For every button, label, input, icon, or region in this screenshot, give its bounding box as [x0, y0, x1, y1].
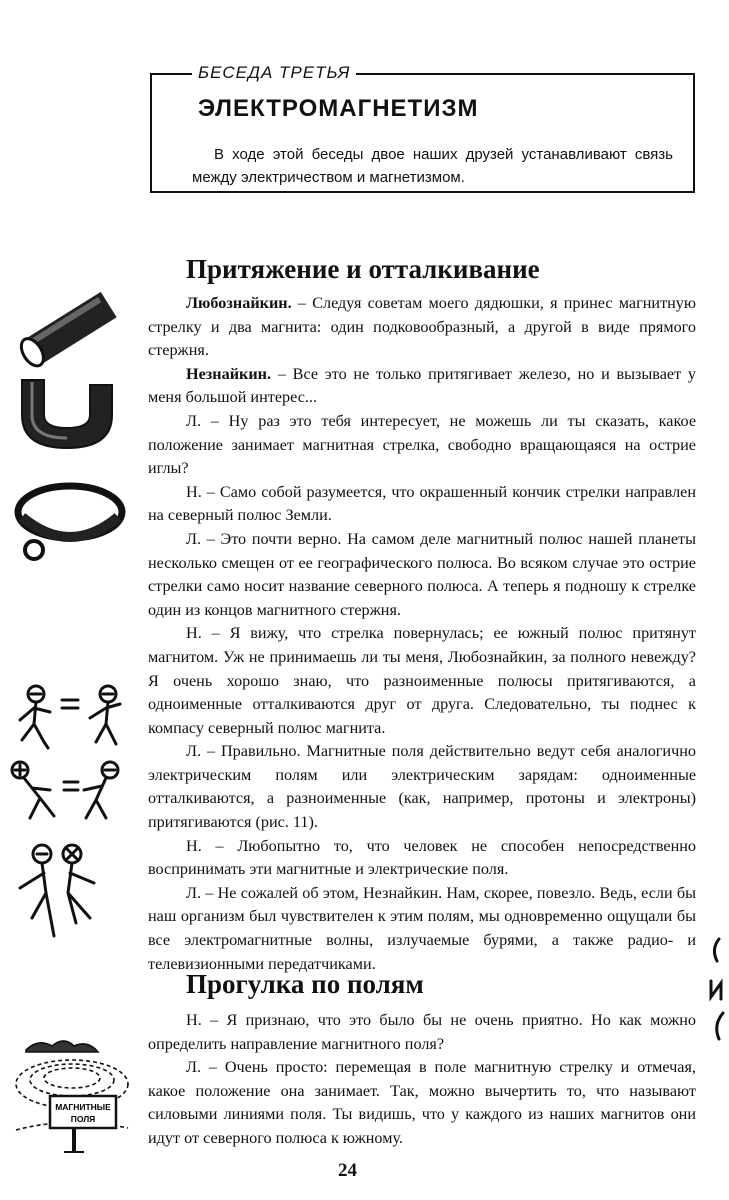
edge-fragment-illustration: [705, 935, 729, 1045]
chapter-summary: В ходе этой беседы двое наших друзей устанавливают связь между электричеством и магнетизмом.: [192, 146, 673, 186]
paragraph-text: Л. – Это почти верно. На самом деле магнитный полюс нашей планеты несколько смещен от ее географического полюса. Во всяком случае это острие стрелки само носит название северного полюса. А теперь я подношу к стрелке один из концов магнитного стержня.: [148, 529, 696, 619]
paragraph: [148, 363, 696, 410]
conversation-label: БЕСЕДА ТРЕТЬЯ: [192, 63, 356, 83]
magnetic-fields-sign-illustration: [8, 1030, 136, 1160]
paragraph-text: Л. – Ну раз это тебя интересует, не можешь ли ты сказать, какое положение занимает магнитная стрелка, свободно вращающаяся на острие иглы?: [148, 411, 696, 478]
paragraph: [148, 740, 696, 834]
paragraph-text: Н. – Я признаю, что это было бы не очень приятно. Но как можно определить направление магнитного поля?: [148, 1011, 696, 1053]
paragraph: [148, 1056, 696, 1150]
paragraph-text: Н. – Само собой разумеется, что окрашенный кончик стрелки направлен на северный полюс Земли.: [148, 482, 696, 525]
section-title-walk: Прогулка по полям: [186, 969, 424, 999]
paragraph: [148, 292, 696, 363]
speaker-name: Незнайкин.: [186, 364, 272, 383]
section-body-attraction: [148, 292, 696, 976]
horseshoe-magnet-icon: [12, 370, 127, 455]
paragraph-text: Н. – Я вижу, что стрелка повернулась; ее южный полюс притянут магнитом. Уж не принимаешь ли ты меня, Любознайкин, за полного невежду? Я очень хорошо знаю, что разноименные полюсы притягиваются, а одноименные отталкиваются друг от друга. Следовательно, ты поднес к компасу северный полюс магнита.: [148, 624, 696, 737]
header-box: [150, 63, 695, 193]
chapter-title: ЭЛЕКТРОМАГНЕТИЗМ: [198, 95, 479, 122]
paragraph: [148, 1009, 696, 1056]
section-title-attraction: Притяжение и отталкивание: [186, 254, 540, 284]
paragraph: [148, 882, 696, 976]
sign-text-line1: МАГНИТНЫЕ: [55, 1102, 111, 1112]
compass-icon: [12, 472, 127, 567]
sign-text-line2: ПОЛЯ: [70, 1114, 96, 1124]
paragraph-text: – Все это не только притягивает железо, но и вызывает у меня большой интерес...: [148, 364, 696, 407]
paragraph: [148, 835, 696, 882]
paragraph: [148, 622, 696, 740]
paragraph: [148, 481, 696, 528]
bar-magnet-icon: [8, 290, 128, 370]
paragraph-text: Л. – Правильно. Магнитные поля действительно ведут себя аналогично электрическим полям или электрическим зарядам: одноименные отталкиваются, а разноименные (как, например, протоны и электроны) притягиваются (рис. 11).: [148, 742, 696, 832]
paragraph-text: Н. – Любопытно то, что человек не способен непосредственно воспринимать эти магнитные и электрические поля.: [148, 836, 696, 879]
paragraph: [148, 410, 696, 481]
page-number: 24: [338, 1160, 357, 1181]
paragraph-text: Л. – Очень просто: перемещая в поле магнитную стрелку и отмечая, какое положение она занимает. Так, можно вычертить то, что называют силовыми линиями поля. Ты видишь, что у каждого из наших магнитов они идут от северного полюса к южному.: [148, 1058, 696, 1147]
paragraph: [148, 528, 696, 622]
paragraph-text: – Следуя советам моего дядюшки, я принес магнитную стрелку и два магнита: один подковообразный, а другой в виде прямого стержня.: [148, 294, 696, 360]
poles-stick-figures-illustration: [10, 678, 125, 948]
section-body-walk: [148, 1009, 696, 1151]
paragraph-text: Л. – Не сожалей об этом, Незнайкин. Нам, скорее, повезло. Ведь, если бы наш организм был чувствителен к этим полям, мы одновременно ощущали бы все электромагнитные волны, излучаемые бурями, а также радио- и телевизионными передатчиками.: [148, 883, 696, 973]
speaker-name: Любознайкин.: [186, 294, 292, 312]
